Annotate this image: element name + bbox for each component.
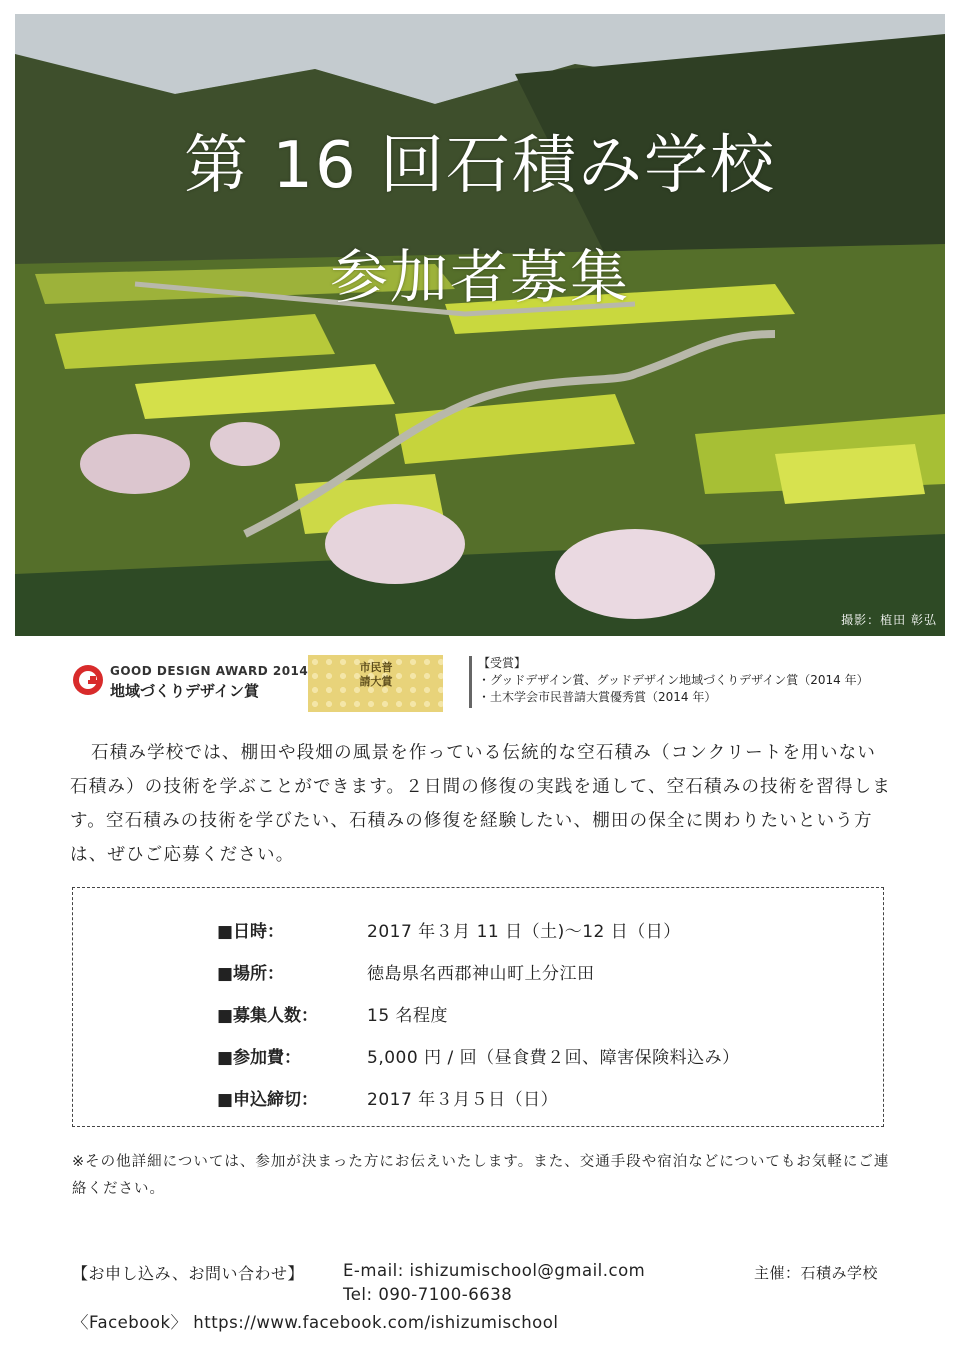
detail-label: ■参加費：	[217, 1048, 302, 1068]
gda-award-subtitle: 地域づくりデザイン賞	[110, 682, 259, 700]
award-divider	[469, 656, 472, 708]
detail-label: ■場所：	[217, 964, 285, 984]
detail-value: 5,000 円 / 回（昼食費２回、障害保険料込み）	[367, 1048, 740, 1068]
contact-label: 【お申し込み、お問い合わせ】	[72, 1264, 304, 1283]
award-list-item: ・土木学会市民普請大賞優秀賞（2014 年）	[478, 690, 717, 704]
detail-value: 15 名程度	[367, 1006, 449, 1026]
detail-value: 2017 年３月５日（日）	[367, 1090, 559, 1110]
facebook-link[interactable]: 〈Facebook〉 https://www.facebook.com/ishizumischool	[72, 1313, 559, 1332]
contact-email[interactable]: E-mail: ishizumischool@gmail.com	[343, 1261, 646, 1280]
detail-value: 2017 年３月 11 日（土)～12 日（日）	[367, 922, 681, 942]
gda-award-title: GOOD DESIGN AWARD 2014	[110, 664, 309, 678]
event-details-box	[72, 887, 884, 1127]
detail-label: ■申込締切：	[217, 1090, 319, 1110]
civic-award-badge	[308, 655, 443, 712]
organizer: 主催：石積み学校	[754, 1264, 879, 1282]
detail-label: ■募集人数：	[217, 1006, 319, 1026]
award-list	[478, 655, 869, 706]
contact-phone[interactable]: Tel: 090-7100-6638	[343, 1285, 513, 1304]
photo-credit: 撮影：植田 彰弘	[841, 613, 937, 627]
award-list-heading: 【受賞】	[478, 656, 527, 670]
detail-label: ■日時：	[217, 922, 285, 942]
good-design-g-mark-icon	[72, 664, 104, 696]
page-title: 第 16 回石積み学校	[183, 129, 777, 203]
awards-section	[0, 652, 960, 712]
hero-photo	[15, 14, 945, 636]
civic-award-label: 市民普請大賞	[359, 661, 393, 688]
intro-paragraph: 石積み学校では、棚田や段畑の風景を作っている伝統的な空石積み（コンクリートを用いない石積み）の技術を学ぶことができます。２日間の修復の実践を通して、空石積みの技術を習得します。空石積みの技術を学びたい、石積みの修復を経験したい、棚田の保全に関わりたいという方は、ぜひご応募ください。	[70, 743, 892, 865]
page-subtitle: 参加者募集	[329, 243, 630, 311]
detail-value: 徳島県名西郡神山町上分江田	[367, 964, 595, 984]
terraced-fields-illustration	[15, 14, 945, 636]
award-list-item: ・グッドデザイン賞、グッドデザイン地域づくりデザイン賞（2014 年）	[478, 673, 869, 687]
note-paragraph: ※その他詳細については、参加が決まった方にお伝えいたします。また、交通手段や宿泊などについてもお気軽にご連絡ください。	[72, 1154, 890, 1197]
